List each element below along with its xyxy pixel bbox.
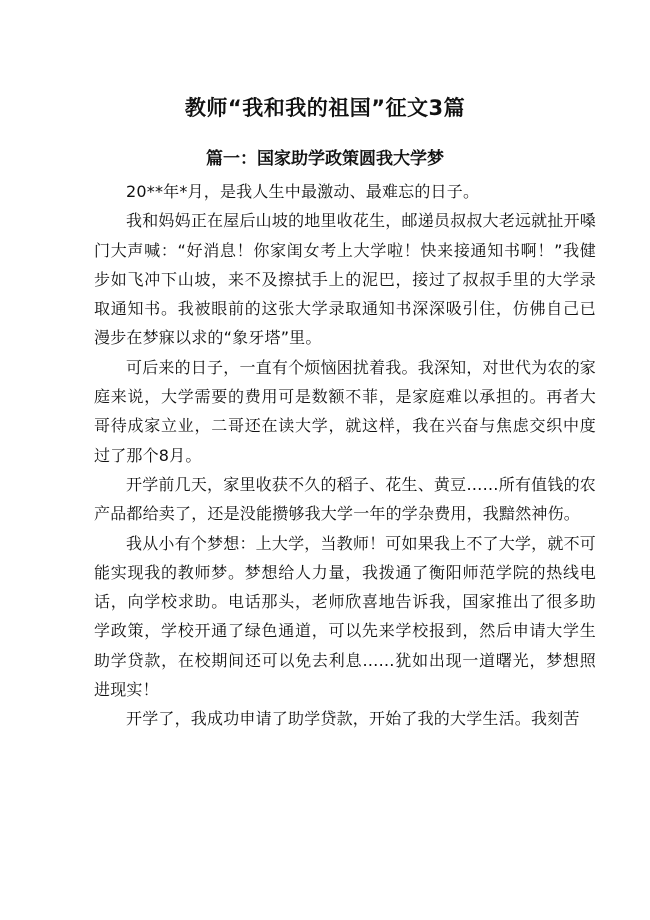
paragraph: 20**年*月，是我人生中最激动、最难忘的日子。 bbox=[126, 182, 480, 201]
paragraph: 开学了，我成功申请了助学贷款，开始了我的大学生活。我刻苦 bbox=[126, 709, 580, 729]
paragraph: 我和妈妈正在屋后山坡的地里收花生，邮递员叔叔大老远就扯开嗓门大声喊：“好消息！你家闺女考上大学啦！快来接通知书啊！”我健步如飞冲下山坡，来不及擦拭手上的泥巴，接过了叔叔手里的大学录取通知书。我被眼前的这张大学录取通知书深深吸引住，仿佛自己已漫步在梦寐以求的“象牙塔”里。 bbox=[94, 211, 596, 348]
section-title: 篇一：国家助学政策圆我大学梦 bbox=[206, 149, 444, 169]
document-title: 教师“我和我的祖国”征文3篇 bbox=[184, 96, 466, 120]
paragraph: 可后来的日子，一直有个烦恼困扰着我。我深知，对世代为农的家庭来说，大学需要的费用可是数额不菲，是家庭难以承担的。再者大哥待成家立业，二哥还在读大学，就这样，我在兴奋与焦虑交织中度过了那个8月。 bbox=[94, 357, 596, 465]
document-body bbox=[94, 177, 596, 734]
paragraph: 开学前几天，家里收获不久的稻子、花生、黄豆……所有值钱的农产品都给卖了，还是没能攒够我大学一年的学杂费用，我黯然神伤。 bbox=[94, 474, 596, 524]
paragraph: 我从小有个梦想：上大学，当教师！可如果我上不了大学，就不可能实现我的教师梦。梦想给人力量，我拨通了衡阳师范学院的热线电话，向学校求助。电话那头，老师欣喜地告诉我，国家推出了很多助学政策，学校开通了绿色通道，可以先来学校报到，然后申请大学生助学贷款，在校期间还可以免去利息……犹如出现一道曙光，梦想照进现实！ bbox=[94, 533, 596, 700]
